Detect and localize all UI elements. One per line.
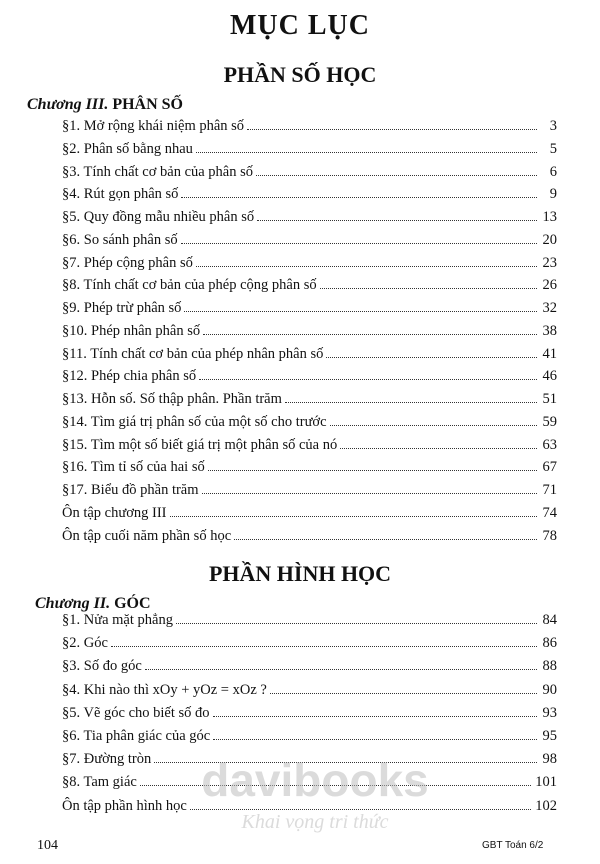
toc-entry-page: 32 bbox=[542, 300, 557, 316]
toc-entry-page: 86 bbox=[542, 635, 557, 652]
toc-entry-page: 67 bbox=[542, 459, 557, 476]
toc-entry[interactable] bbox=[62, 795, 557, 818]
toc-entry[interactable] bbox=[62, 655, 557, 678]
toc-entry-page: 6 bbox=[549, 163, 557, 180]
toc-entry[interactable] bbox=[62, 297, 557, 320]
toc-entry[interactable] bbox=[62, 679, 557, 702]
page-number: 104 bbox=[37, 838, 58, 853]
toc-entry[interactable] bbox=[62, 365, 557, 388]
toc-entry-page: 63 bbox=[542, 436, 557, 453]
toc-entry-page: 23 bbox=[542, 254, 557, 271]
toc-entry-label: §3. Số đo góc bbox=[62, 658, 142, 675]
toc-entry[interactable] bbox=[62, 343, 557, 366]
toc-entry[interactable] bbox=[62, 748, 557, 771]
toc-dot-leader bbox=[213, 716, 537, 717]
toc-dot-leader bbox=[176, 623, 537, 624]
toc-entry-page: 102 bbox=[535, 797, 557, 814]
toc-entry-label: §14. Tìm giá trị phân số của một số cho trước bbox=[62, 413, 327, 430]
toc-entry[interactable] bbox=[62, 434, 557, 457]
toc-entry[interactable] bbox=[62, 252, 557, 275]
toc-entry-page: 26 bbox=[542, 277, 557, 294]
toc-entry-label: §4. Khi nào thì xOy + yOz = xOz ? bbox=[62, 681, 267, 698]
toc-entry-label: §5. Vẽ góc cho biết số đo bbox=[62, 704, 210, 721]
toc-dot-leader bbox=[190, 809, 531, 810]
toc-dot-leader bbox=[196, 266, 537, 267]
toc-entry-label: §2. Phân số bằng nhau bbox=[62, 140, 193, 157]
toc-list-arithmetic bbox=[62, 115, 557, 547]
toc-entry-page: 59 bbox=[542, 413, 557, 430]
toc-entry[interactable] bbox=[62, 411, 557, 434]
toc-entry[interactable] bbox=[62, 115, 557, 138]
toc-entry-page: 13 bbox=[542, 209, 557, 225]
toc-entry-page: 9 bbox=[549, 186, 557, 203]
toc-dot-leader bbox=[154, 762, 537, 763]
toc-entry-label: §13. Hỗn số. Số thập phân. Phần trăm bbox=[62, 391, 282, 407]
toc-entry-label: Ôn tập phần hình học bbox=[62, 797, 187, 814]
watermark-tagline: Khai vọng tri thức bbox=[241, 811, 389, 833]
toc-entry-label: §6. Tia phân giác của góc bbox=[62, 727, 211, 744]
toc-entry-page: 41 bbox=[542, 345, 557, 362]
toc-dot-leader bbox=[208, 470, 537, 471]
toc-entry[interactable] bbox=[62, 479, 557, 502]
toc-entry-page: 20 bbox=[542, 231, 557, 248]
toc-dot-leader bbox=[257, 220, 537, 221]
watermark-brand: davibooks bbox=[201, 754, 429, 806]
toc-entry-label: §2. Góc bbox=[62, 635, 108, 652]
toc-entry[interactable] bbox=[62, 229, 557, 252]
toc-entry[interactable] bbox=[62, 456, 557, 479]
toc-entry-page: 90 bbox=[542, 681, 557, 698]
toc-entry-label: §17. Biểu đồ phần trăm bbox=[62, 482, 199, 498]
toc-entry[interactable] bbox=[62, 609, 557, 632]
toc-entry-label: §9. Phép trừ phân số bbox=[62, 300, 182, 316]
toc-entry[interactable] bbox=[62, 274, 557, 297]
toc-dot-leader bbox=[326, 357, 537, 358]
toc-entry-label: §16. Tìm tỉ số của hai số bbox=[62, 459, 205, 476]
chapter-title: GÓC bbox=[114, 595, 151, 612]
toc-entry-page: 84 bbox=[542, 612, 557, 628]
toc-entry[interactable] bbox=[62, 702, 557, 725]
toc-dot-leader bbox=[145, 669, 537, 670]
toc-entry[interactable] bbox=[62, 632, 557, 655]
toc-dot-leader bbox=[111, 646, 537, 647]
toc-dot-leader bbox=[181, 197, 537, 198]
toc-dot-leader bbox=[234, 539, 537, 540]
chapter-prefix: Chương II. bbox=[35, 595, 111, 612]
chapter-heading-fractions bbox=[27, 96, 183, 114]
toc-dot-leader bbox=[199, 379, 537, 380]
toc-dot-leader bbox=[320, 288, 537, 289]
toc-entry-page: 98 bbox=[542, 751, 557, 768]
toc-entry[interactable] bbox=[62, 183, 557, 206]
toc-dot-leader bbox=[213, 739, 537, 740]
toc-entry[interactable] bbox=[62, 138, 557, 161]
toc-dot-leader bbox=[203, 334, 537, 335]
toc-entry-label: §11. Tính chất cơ bản của phép nhân phân số bbox=[62, 345, 324, 362]
toc-dot-leader bbox=[170, 516, 537, 517]
chapter-prefix: Chương III. bbox=[27, 96, 109, 113]
toc-entry-label: §7. Đường tròn bbox=[62, 751, 152, 768]
toc-entry-page: 3 bbox=[549, 118, 557, 134]
toc-dot-leader bbox=[340, 448, 537, 449]
toc-entry[interactable] bbox=[62, 161, 557, 184]
toc-entry-label: §5. Quy đồng mẫu nhiều phân số bbox=[62, 209, 255, 225]
toc-entry-page: 5 bbox=[549, 140, 557, 157]
toc-dot-leader bbox=[270, 693, 537, 694]
chapter-title: PHÂN SỐ bbox=[112, 96, 183, 113]
part-heading-geometry: PHẦN HÌNH HỌC bbox=[208, 561, 392, 586]
toc-entry[interactable] bbox=[62, 388, 557, 411]
toc-entry-page: 71 bbox=[542, 482, 557, 498]
toc-entry[interactable] bbox=[62, 771, 557, 794]
toc-entry[interactable] bbox=[62, 502, 557, 525]
toc-entry-page: 78 bbox=[542, 527, 557, 544]
toc-entry-label: §1. Mở rộng khái niệm phân số bbox=[62, 118, 245, 134]
toc-dot-leader bbox=[181, 243, 537, 244]
toc-entry-label: §3. Tính chất cơ bản của phân số bbox=[62, 163, 254, 180]
toc-entry-label: §10. Phép nhân phân số bbox=[62, 322, 201, 339]
toc-entry-label: Ôn tập chương III bbox=[62, 504, 167, 521]
toc-entry-page: 101 bbox=[535, 774, 557, 791]
toc-entry-page: 95 bbox=[542, 727, 557, 744]
toc-dot-leader bbox=[184, 311, 537, 312]
toc-dot-leader bbox=[285, 402, 537, 403]
toc-dot-leader bbox=[247, 129, 537, 130]
toc-entry[interactable] bbox=[62, 725, 557, 748]
toc-entry-label: §4. Rút gọn phân số bbox=[62, 186, 179, 203]
toc-entry-label: §15. Tìm một số biết giá trị một phân số của nó bbox=[62, 436, 338, 453]
toc-list-geometry bbox=[62, 609, 557, 818]
toc-dot-leader bbox=[196, 152, 537, 153]
page-title: MỤC LỤC bbox=[230, 10, 370, 41]
toc-entry-page: 88 bbox=[542, 658, 557, 675]
book-code: GBT Toán 6/2 bbox=[482, 840, 544, 851]
toc-entry-page: 93 bbox=[542, 704, 557, 721]
toc-entry-label: §8. Tam giác bbox=[62, 774, 137, 791]
toc-entry-page: 46 bbox=[542, 368, 557, 385]
toc-dot-leader bbox=[330, 425, 537, 426]
toc-entry-page: 51 bbox=[542, 391, 557, 407]
toc-entry[interactable] bbox=[62, 206, 557, 229]
toc-dot-leader bbox=[140, 785, 531, 786]
toc-entry-page: 38 bbox=[542, 322, 557, 339]
part-heading-arithmetic: PHẦN SỐ HỌC bbox=[223, 62, 377, 87]
toc-entry-label: §8. Tính chất cơ bản của phép cộng phân số bbox=[62, 277, 317, 294]
toc-entry-label: §1. Nửa mặt phẳng bbox=[62, 612, 173, 628]
toc-dot-leader bbox=[256, 175, 537, 176]
toc-entry[interactable] bbox=[62, 525, 557, 548]
toc-entry-label: Ôn tập cuối năm phần số học bbox=[62, 527, 232, 544]
toc-entry-label: §7. Phép cộng phân số bbox=[62, 254, 193, 271]
toc-entry-page: 74 bbox=[542, 504, 557, 521]
toc-dot-leader bbox=[202, 493, 537, 494]
toc-entry-label: §6. So sánh phân số bbox=[62, 231, 178, 248]
toc-entry[interactable] bbox=[62, 320, 557, 343]
toc-entry-label: §12. Phép chia phân số bbox=[62, 368, 197, 385]
